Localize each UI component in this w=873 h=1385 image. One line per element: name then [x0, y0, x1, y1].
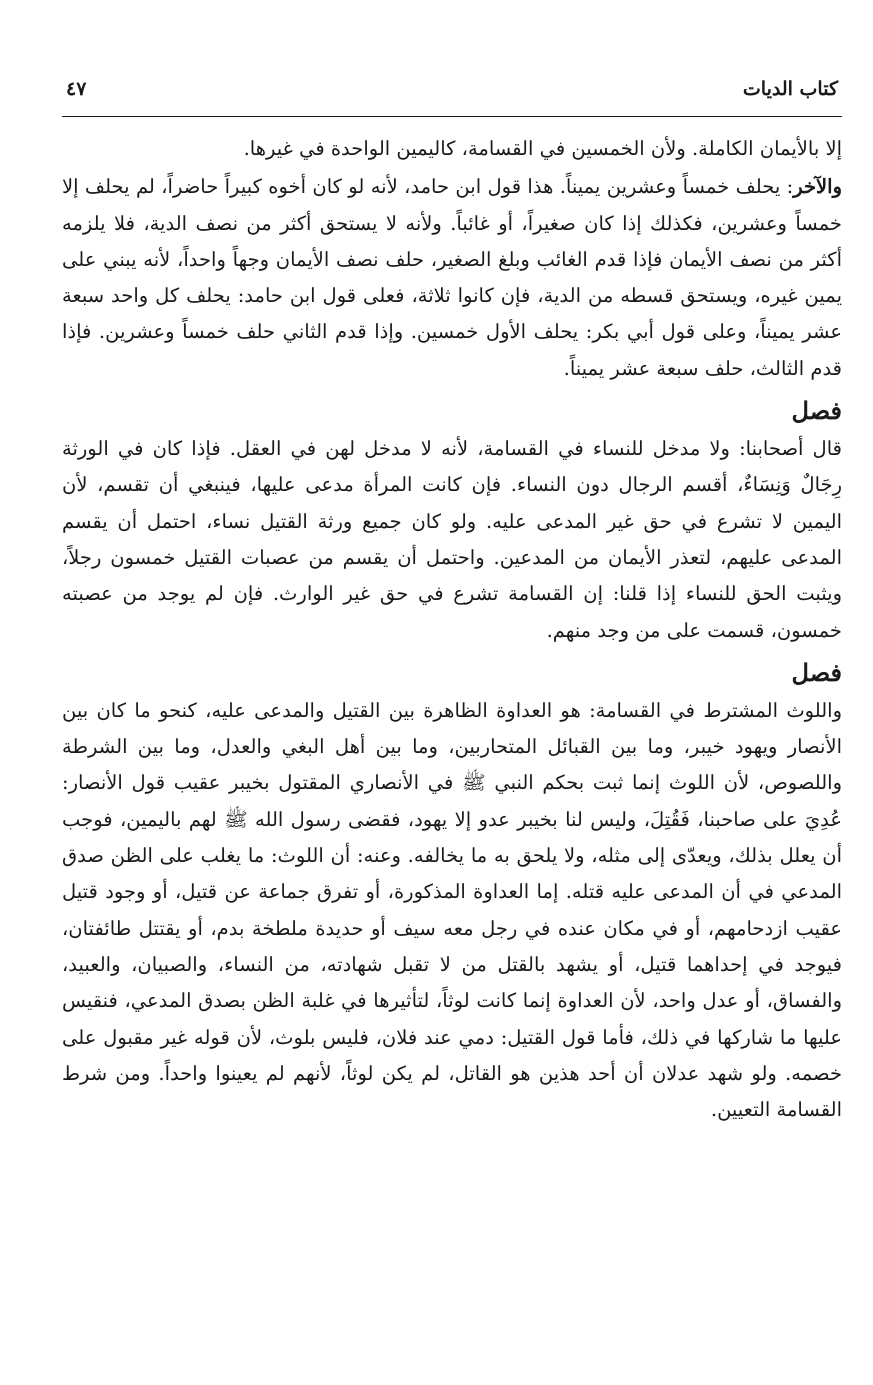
paragraph-4: واللوث المشترط في القسامة: هو العداوة الظاهرة بين القتيل والمدعى عليه، كنحو ما كان بين الأنصار ويهود خيبر، وما بين القبائل المتحاربين، وما بين أهل البغي والعدل، وما بين الشرطة واللصوص، لأن اللوث إنما ثبت بحكم النبي ﷺ في الأنصاري المقتول بخيبر عقيب قول الأنصار: عُدِيَ على صاحبنا، فَقُتِلَ، وليس لنا بخيبر عدو إلا يهود، فقضى رسول الله ﷺ لهم باليمين، فوجب أن يعلل بذلك، ويعدّى إلى مثله، ولا يلحق به ما يخالفه. وعنه: أن اللوث: ما يغلب على الظن صدق المدعي في أن المدعى عليه قتله. إما العداوة المذكورة، أو تفرق جماعة عن قتيل، أو وجود قتيل عقيب ازدحامهم، أو في مكان عنده في رجل معه سيف أو حديدة ملطخة بدم، أو يقتتل طائفتان، فيوجد في إحداهما قتيل، أو يشهد بالقتل من لا تقبل شهادته، من النساء، والصبيان، والعبيد، والفساق، أو عدل واحد، لأن العداوة إنما كانت لوثاً، لتأثيرها في غلبة الظن بصدق المدعي، فنقيس عليها ما شاركها في ذلك، فأما قول القتيل: دمي عند فلان، فليس بلوث، لأن قوله غير مقبول على خصمه. ولو شهد عدلان أن أحد هذين هو القاتل، لم يكن لوثاً، لأنهم لم يعينوا واحداً. ومن شرط القسامة التعيين.: [62, 698, 842, 1122]
paragraph-1: إلا بالأيمان الكاملة. ولأن الخمسين في القسامة، كاليمين الواحدة في غيرها.: [243, 137, 842, 160]
paragraph-2-lead: والآخر: [793, 175, 842, 199]
book-page: [62, 58, 842, 1128]
paragraph-2: [62, 169, 842, 387]
section-heading-2: فصل: [791, 657, 842, 687]
page-number: ٤٧: [66, 78, 87, 100]
running-title: كتاب الديات: [742, 78, 838, 100]
section-heading-1: فصل: [791, 396, 842, 426]
page-header: [62, 58, 842, 100]
paragraph-3: قال أصحابنا: ولا مدخل للنساء في القسامة، لأنه لا مدخل لهن في العقل. فإذا كان في الورثة رِجَالٌ وَنِسَاءٌ، أقسم الرجال دون النساء. فإن كانت المرأة مدعى عليها، فينبغي أن تقسم، لأن اليمين لا تشرع في حق غير المدعى عليه. ولو كان جميع ورثة القتيل نساء، احتمل أن يقسم المدعى عليهم، لتعذر الأيمان من المدعين. واحتمل أن يقسم من عصبات القتيل خمسون رجلاً، ويثبت الحق للنساء إذا قلنا: إن القسامة تشرع في حق غير الوارث. فإن لم يوجد من عصبته خمسون، قسمت على من وجد منهم.: [62, 437, 842, 642]
header-divider: [62, 116, 842, 117]
paragraph-2-body: : يحلف خمساً وعشرين يميناً. هذا قول ابن حامد، لأنه لو كان أخوه كبيراً حاضراً، لم يحلف إلا خمساً وعشرين، فكذلك إذا كان صغيراً، أو غائباً. ولأنه لا يستحق أكثر من نصف الدية، فلا يلزمه أكثر من نصف الأيمان فإذا قدم الغائب وبلغ الصغير، حلف نصف الأيمان وجهاً واحداً، لأنه يبني على يمين غيره، ويستحق قسطه من الدية، فإن كانوا ثلاثة، فعلى قول ابن حامد: يحلف كل واحد سبعة عشر يميناً، وعلى قول أبي بكر: يحلف الأول خمسين. وإذا قدم الثاني حلف خمساً وعشرين. فإذا قدم الثالث، حلف سبعة عشر يميناً.: [62, 175, 842, 380]
